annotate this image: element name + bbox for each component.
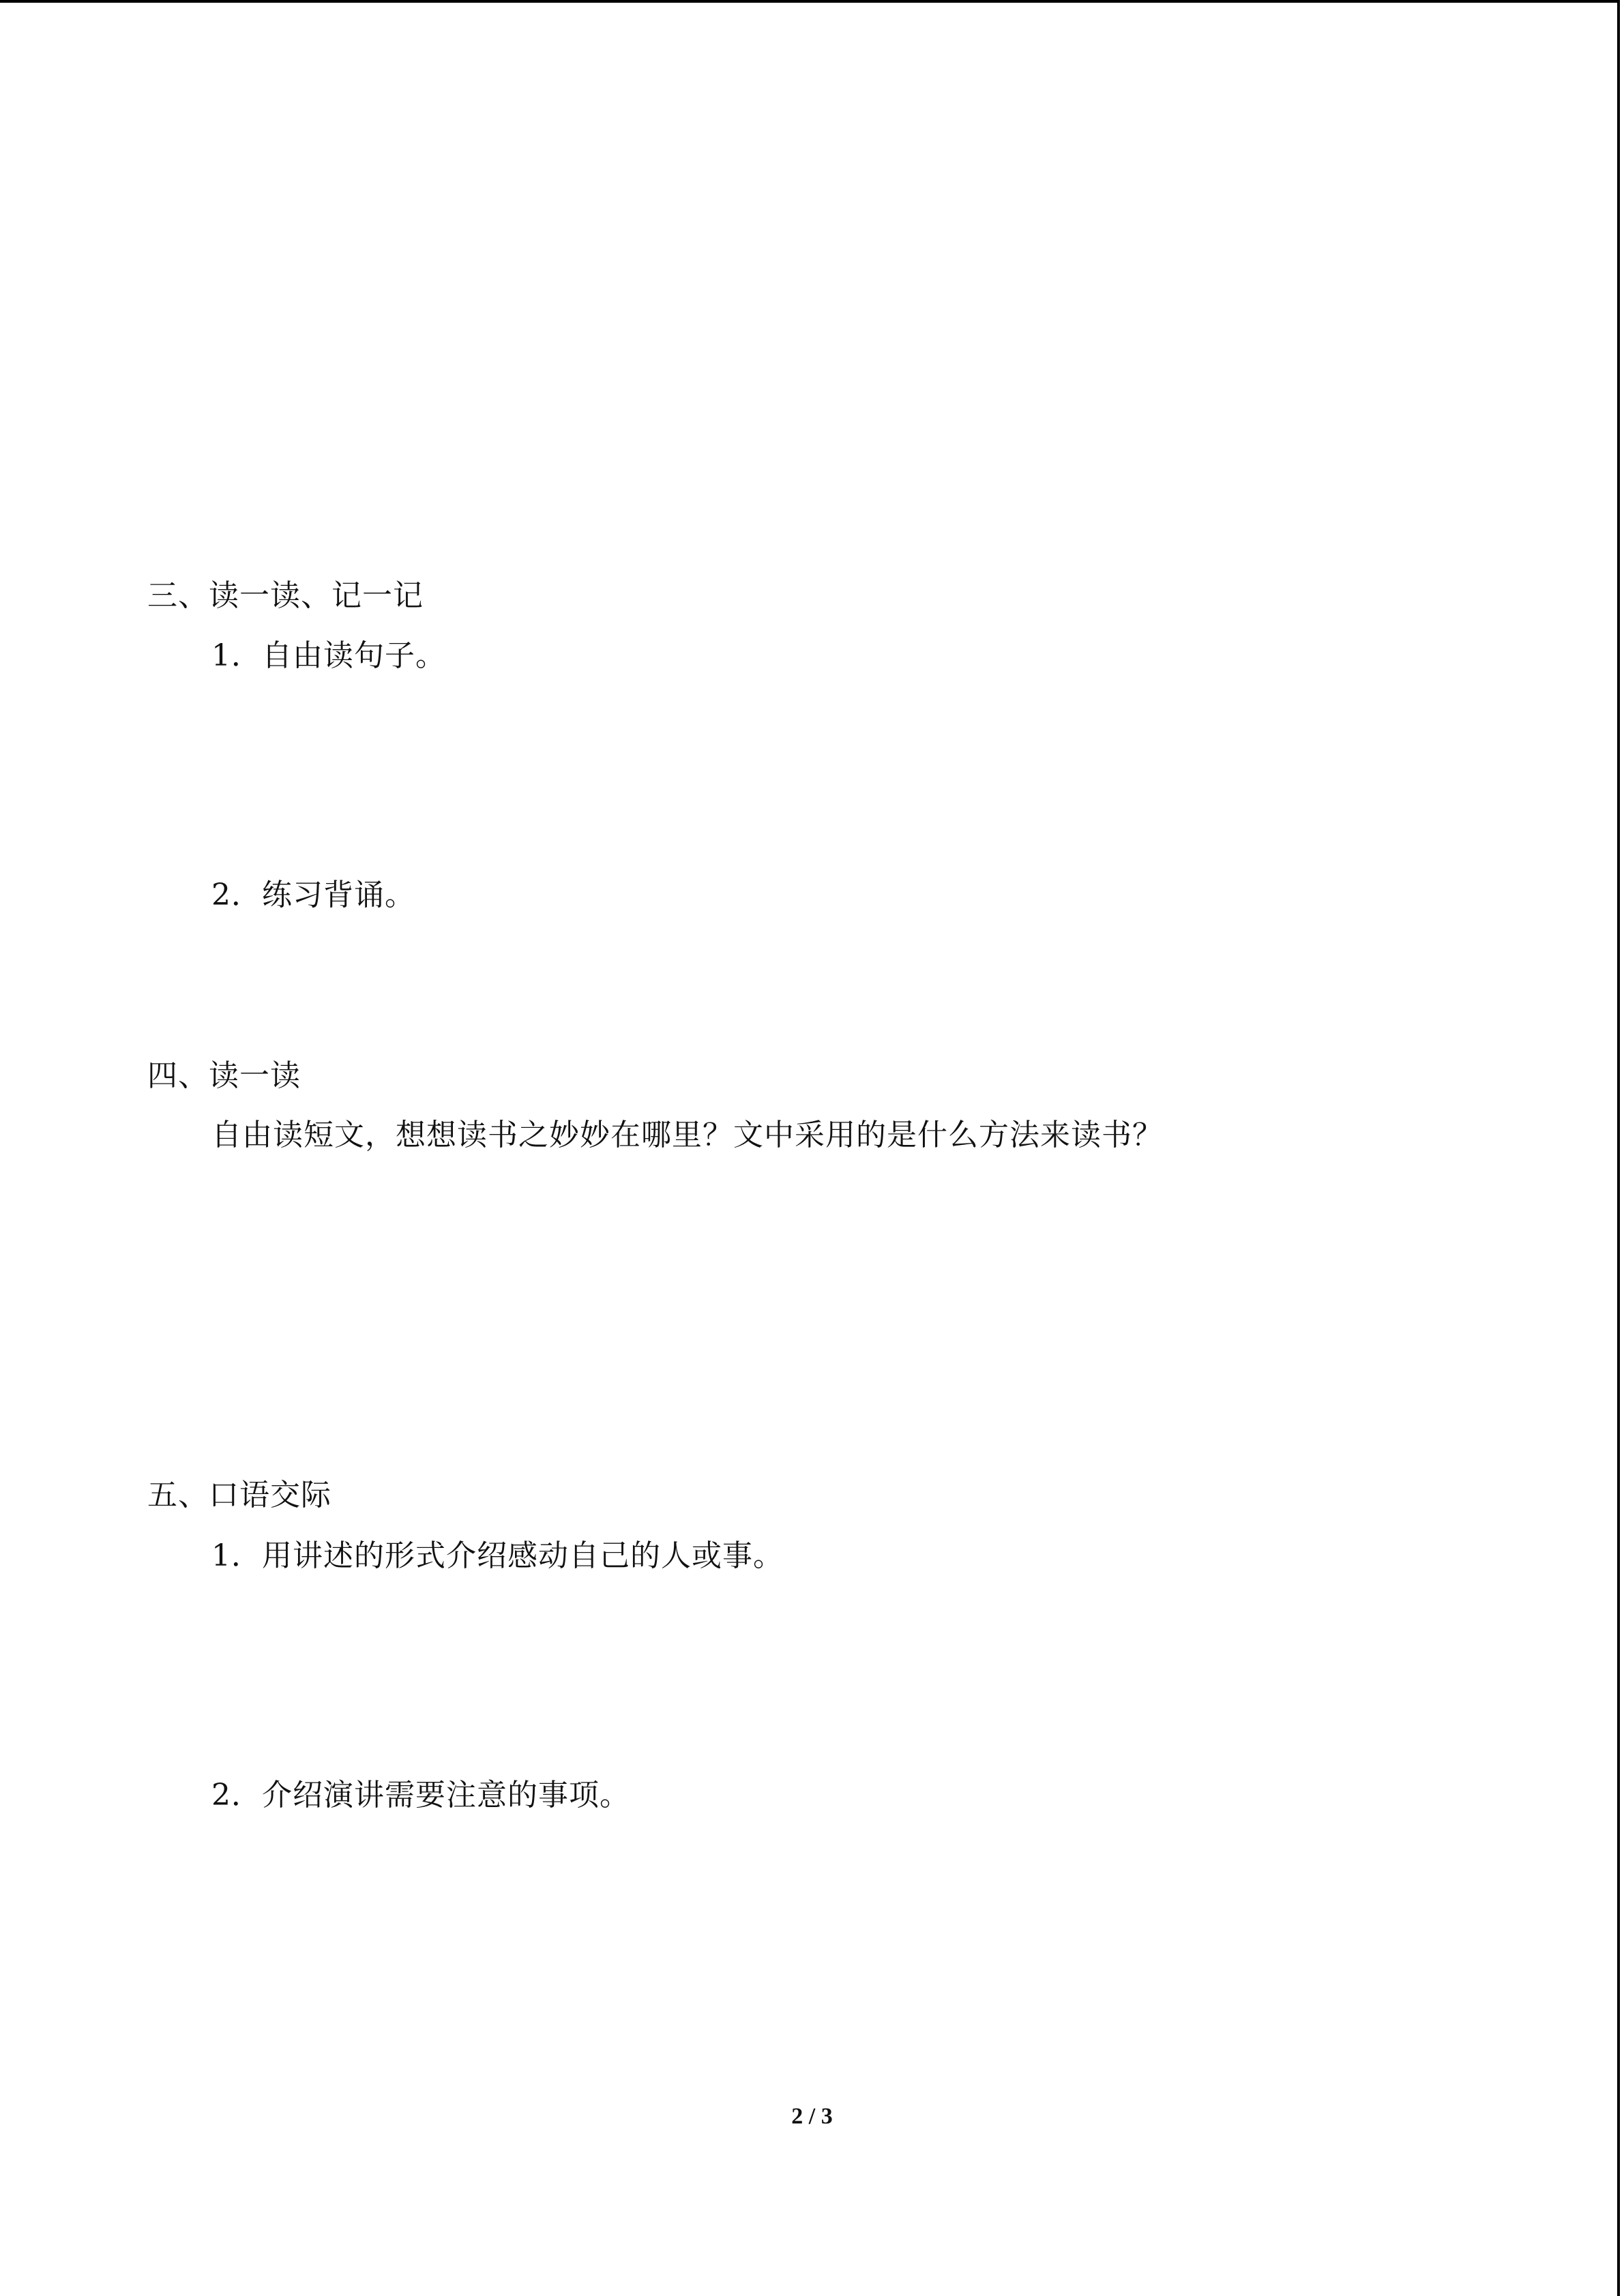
question-item: 1．用讲述的形式介绍感动自己的人或事。 <box>211 1538 784 1573</box>
question-item: 2．练习背诵。 <box>211 878 415 912</box>
section-heading: 五、口语交际 <box>147 1478 331 1512</box>
section-heading: 四、读一读 <box>147 1058 301 1093</box>
question-item: 1．自由读句子。 <box>211 638 446 673</box>
page-number: 2 / 3 <box>791 2104 833 2129</box>
question-item: 2．介绍演讲需要注意的事项。 <box>211 1778 630 1813</box>
question-item: 自由读短文，想想读书之妙妙在哪里？文中采用的是什么方法来读书？ <box>211 1118 1163 1152</box>
section-heading: 三、读一读、记一记 <box>147 578 424 613</box>
